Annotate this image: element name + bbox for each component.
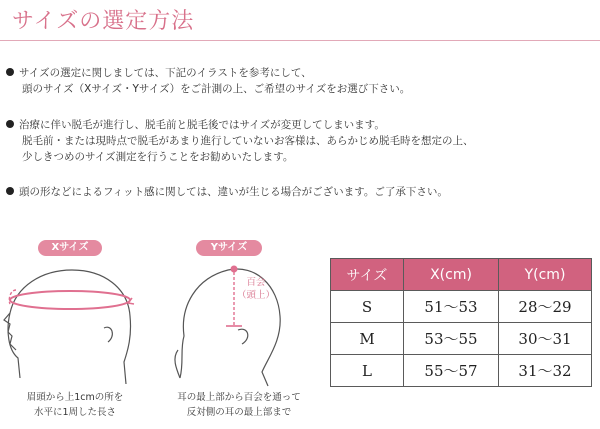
- x-size-head-illustration: [0, 258, 150, 390]
- note-3: [6, 184, 448, 200]
- y-size-caption: [155, 390, 323, 420]
- note-1: [6, 65, 410, 97]
- table-header-row: [331, 259, 592, 291]
- x-size-label: Xサイズ: [38, 240, 102, 256]
- note-1-line-2: 頭のサイズ（Xサイズ・Yサイズ）をご計測の上、ご希望のサイズをお選び下さい。: [22, 83, 411, 95]
- x-size-caption-line-1: 眉頭から上1cmの所を: [26, 392, 124, 403]
- note-3-line-1: 頭の形などによるフィット感に関しては、違いが生じる場合がございます。ご了承下さい。: [19, 186, 448, 198]
- note-2-line-1: 治療に伴い脱毛が進行し、脱毛前と脱毛後ではサイズが変更してしまいます。: [19, 119, 385, 131]
- table-row: [331, 291, 592, 323]
- x-size-caption: [5, 390, 145, 420]
- table-cell-y: 28〜29: [499, 291, 592, 323]
- crown-point-label: 百会: [246, 277, 266, 288]
- table-cell-x: 51〜53: [404, 291, 499, 323]
- note-2: [6, 117, 474, 165]
- table-cell-size: M: [331, 323, 404, 355]
- table-cell-size: L: [331, 355, 404, 387]
- note-2-line-2: 脱毛前・または現時点で脱毛があまり進行していないお客様は、あらかじめ脱毛時を想定の上、: [22, 135, 474, 147]
- table-header-y: Y(cm): [499, 259, 592, 291]
- x-size-caption-line-2: 水平に1周した長さ: [33, 407, 117, 418]
- table-header-size: サイズ: [331, 259, 404, 291]
- bullet-icon: [6, 68, 14, 76]
- size-table: [330, 258, 592, 387]
- y-size-caption-line-1: 耳の最上部から百会を通って: [177, 392, 301, 403]
- crown-point-annotation: [236, 276, 276, 302]
- page-title: サイズの選定方法: [12, 9, 195, 34]
- table-cell-x: 55〜57: [404, 355, 499, 387]
- title-divider: [0, 40, 600, 41]
- bullet-icon: [6, 120, 14, 128]
- y-size-caption-line-2: 反対側の耳の最上部まで: [186, 407, 292, 418]
- note-1-line-1: サイズの選定に関しましては、下記のイラストを参考にして、: [19, 67, 312, 79]
- crown-point-sublabel: （頭上）: [236, 290, 275, 301]
- note-2-line-3: 少しきつめのサイズ測定を行うことをお勧めいたします。: [22, 151, 294, 163]
- table-cell-y: 31〜32: [499, 355, 592, 387]
- bullet-icon: [6, 187, 14, 195]
- y-size-label: Yサイズ: [196, 240, 262, 256]
- table-row: [331, 355, 592, 387]
- table-cell-size: S: [331, 291, 404, 323]
- table-cell-x: 53〜55: [404, 323, 499, 355]
- table-header-x: X(cm): [404, 259, 499, 291]
- table-cell-y: 30〜31: [499, 323, 592, 355]
- table-row: [331, 323, 592, 355]
